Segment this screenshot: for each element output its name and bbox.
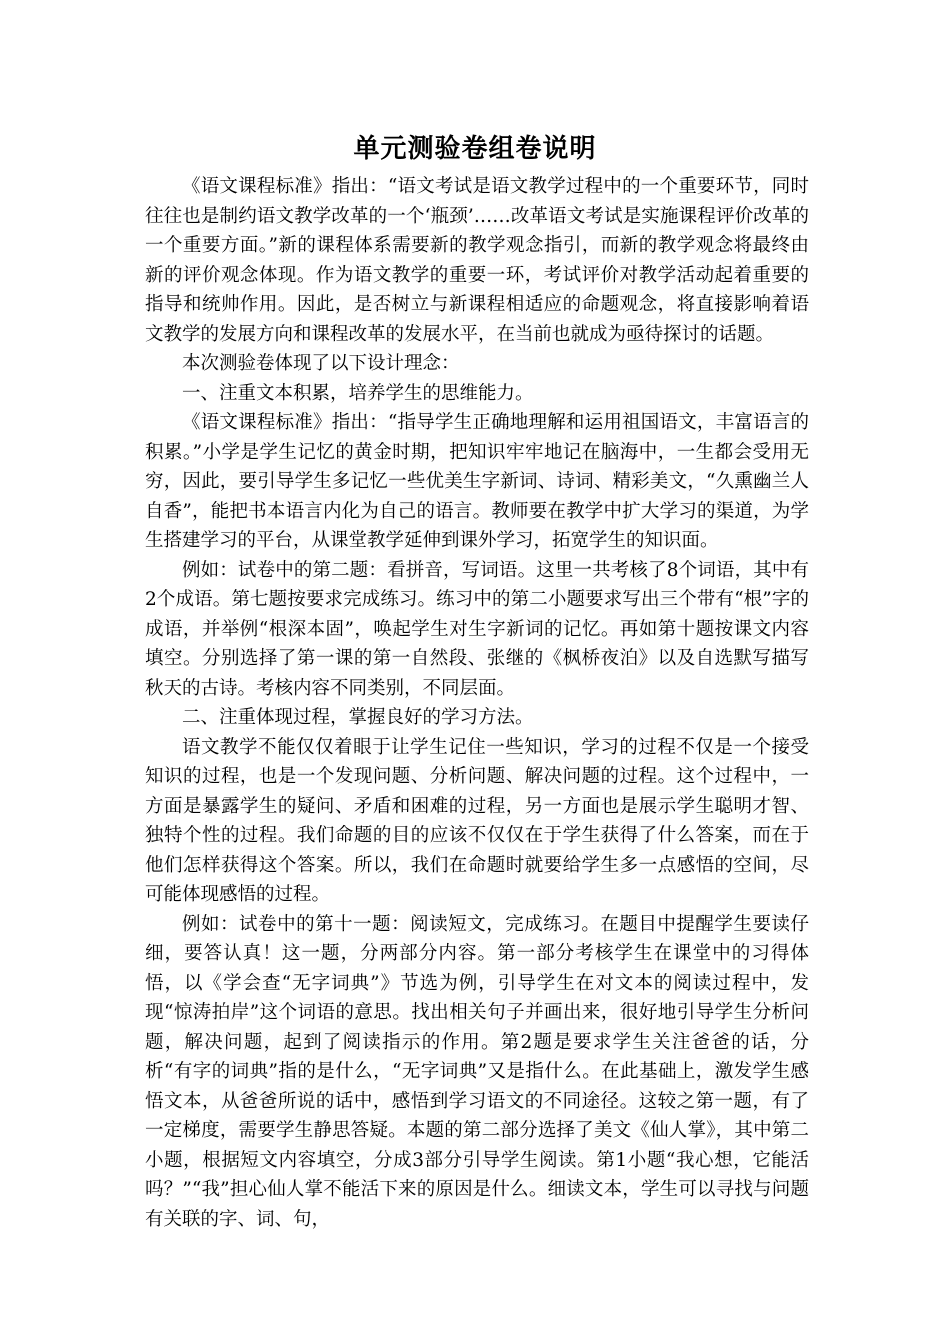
paragraph-design-concepts: 本次测验卷体现了以下设计理念： — [182, 353, 460, 374]
paragraph-example-1: 例如：试卷中的第二题：看拼音，写词语。这里一共考核了8个词语，其中有2个成语。第七题按要求完成练习。练习中的第二小题要求写出三个带有“根”字的成语，并举例“根深本固”，唤起学生对生字新词的记忆。再如第十题按课文内容填空。分别选择了第一课的第一自然段、张继的《枫桥夜泊》以及自选默写描写秋天的古诗。考核内容不同类别，不同层面。 — [145, 559, 809, 699]
paragraph-example-2: 例如：试卷中的第十一题：阅读短文，完成练习。在题目中提醒学生要读仔细，要答认真！这一题，分两部分内容。第一部分考核学生在课堂中的习得体悟，以《学会查“无字词典”》节选为例，引导学生在对文本的阅读过程中，发现“惊涛拍岸”这个词语的意思。找出相关句子并画出来，很好地引导学生分析问题，解决问题，起到了阅读指示的作用。第2题是要求学生关注爸爸的话，分析“有字的词典”指的是什么，“无字词典”又是指什么。在此基础上，激发学生感悟文本，从爸爸所说的话中，感悟到学习语文的不同途径。这较之第一题，有了一定梯度，需要学生静思答疑。本题的第二部分选择了美文《仙人掌》，其中第二小题，根据短文内容填空，分成3部分引导学生阅读。第1小题“我心想，它能活吗？”“我”担心仙人掌不能活下来的原因是什么。细读文本，学生可以寻找与问题有关联的字、词、句， — [145, 913, 809, 1230]
paragraph-section-2: 语文教学不能仅仅着眼于让学生记住一些知识，学习的过程不仅是一个接受知识的过程，也是一个发现问题、分析问题、解决问题的过程。这个过程中，一方面是暴露学生的疑问、矛盾和困难的过程，另一方面也是展示学生聪明才智、独特个性的过程。我们命题的目的应该不仅仅在于学生获得了什么答案，而在于他们怎样获得这个答案。所以，我们在命题时就要给学生多一点感悟的空间，尽可能体现感悟的过程。 — [145, 736, 809, 905]
paragraph-section-1: 《语文课程标准》指出：“指导学生正确地理解和运用祖国语文，丰富语言的积累。”小学是学生记忆的黄金时期，把知识牢牢地记在脑海中，一生都会受用无穷，因此，要引导学生多记忆一些优美生字新词、诗词、精彩美文，“久熏幽兰人自香”，能把书本语言内化为自己的语言。教师要在教学中扩大学习的渠道，为学生搭建学习的平台，从课堂教学延伸到课外学习，拓宽学生的知识面。 — [145, 412, 809, 551]
section-heading-1: 一、注重文本积累，培养学生的思维能力。 — [182, 382, 534, 404]
section-heading-2: 二、注重体现过程，掌握良好的学习方法。 — [182, 707, 534, 728]
document-title: 单元测验卷组卷说明 — [353, 134, 597, 164]
document-body — [145, 172, 809, 1234]
paragraph-intro: 《语文课程标准》指出：“语文考试是语文教学过程中的一个重要环节，同时往往也是制约语文教学改革的一个‘瓶颈’……改革语文考试是实施课程评价改革的一个重要方面。”新的课程体系需要新的教学观念指引，而新的教学观念将最终由新的评价观念体现。作为语文教学的重要一环，考试评价对教学活动起着重要的指导和统帅作用。因此，是否树立与新课程相适应的命题观念，将直接影响着语文教学的发展方向和课程改革的发展水平，在当前也就成为亟待探讨的话题。 — [145, 176, 809, 345]
